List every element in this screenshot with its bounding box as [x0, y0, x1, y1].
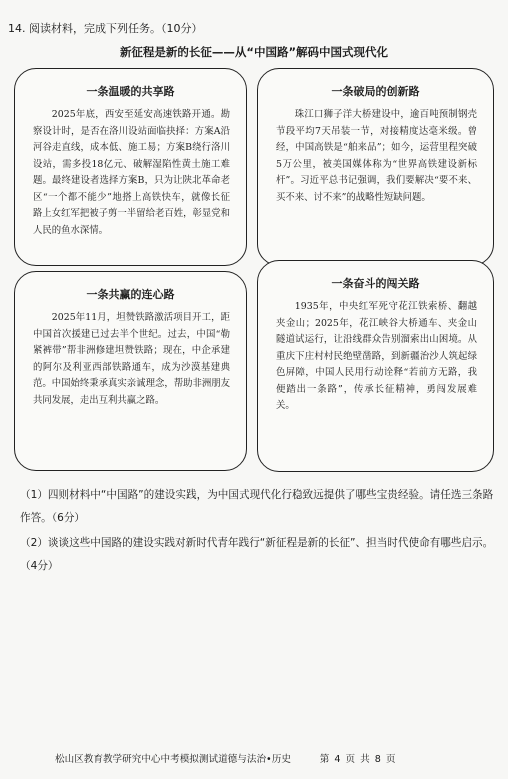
page-footer: 松山区教育教学研究中心中考模拟测试道德与法治•历史 第 4 页 共 8 页	[55, 754, 396, 765]
card-body: 2025年底，西安至延安高速铁路开通。勘察设计时，是否在洛川设站面临抉择：方案A沿河谷走直线，成本低、施工易；方案B绕行洛川设站，需多投18亿元、破解湿陷性黄土施工难题。最终建设者选择方案B，只为让陕北革命老区“一个都不能少”地搭上高铁快车，就像长征路上女红军把被子剪一半留给老百姓，彰显党和人民的鱼水深情。	[33, 109, 230, 236]
card-body: 珠江口狮子洋大桥建设中，逾百吨预制钢壳节段平均7天吊装一节，对接精度达毫米级。曾经，中国高铁是“舶来品”；如今，运营里程突破5万公里，被美国媒体称为“世界高铁建设新标杆”。习近平总书记强调，我们要解决“要不来、买不来、讨不来”的战略性短缺问题。	[276, 109, 477, 203]
material-card-struggle-road	[257, 260, 494, 472]
material-title: 新征程是新的长征——从“中国路”解码中国式现代化	[119, 45, 389, 59]
material-card-sharing-road	[14, 68, 247, 266]
question-header: 14. 阅读材料，完成下列任务。（10分）	[8, 22, 203, 35]
material-card-winwin-road	[14, 271, 247, 471]
card-body: 1935年，中央红军死守花江铁索桥、翻越夹金山；2025年，花江峡谷大桥通车、夹金山隧道试运行，让沿线群众告别溜索出山困境。从重庆下庄村村民绝壁凿路，到新疆治沙人筑起绿色屏障，中国人民用行动诠释“若前方无路，我便踏出一条路”，传承长征精神，勇闯发展难关。	[276, 301, 477, 411]
card-title: 一条温暖的共享路	[86, 85, 175, 98]
task-2: （2）谈谈这些中国路的建设实践对新时代青年践行“新征程是新的长征”、担当时代使命有哪些启示。（4分）	[20, 537, 494, 572]
card-title: 一条破局的创新路	[331, 85, 420, 98]
card-title: 一条奋斗的闯关路	[331, 277, 420, 290]
card-body: 2025年11月，坦赞铁路激活项目开工，距中国首次援建已过去半个世纪。过去，中国“勒紧裤带”帮非洲修建坦赞铁路；现在，中企承建的阿尔及利亚西部铁路通车，成为沙漠基建典范。中国始终秉承真实亲诚理念，帮助非洲朋友共同发展，走出互利共赢之路。	[33, 312, 230, 406]
material-card-innovation-road	[257, 68, 494, 266]
task-1: （1）四则材料中“中国路”的建设实践，为中国式现代化行稳致远提供了哪些宝贵经验。请任选三条路作答。（6分）	[20, 489, 494, 524]
card-title: 一条共赢的连心路	[86, 288, 175, 301]
